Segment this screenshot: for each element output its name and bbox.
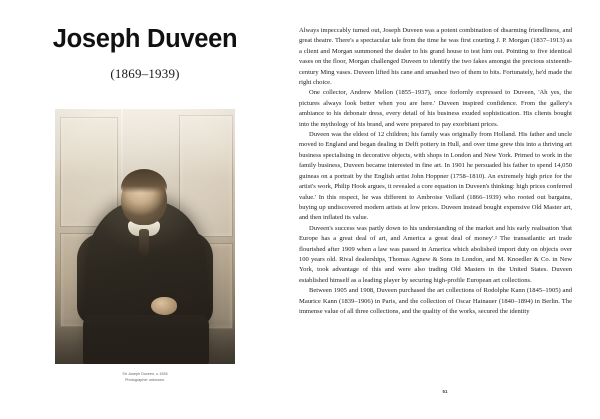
body-paragraph: Always impeccably turned out, Joseph Duveen was a potent combination of disarming friendliness, and great theatre. There's a spectacular tale from the time he was first courting J. P. Morgan (1837–1913) as a client and Morgan summoned the dealer to his grand house to test him out. Pointing to five identical vases on the floor, Morgan challenged Duveen to identify the two fakes amongst the precious sixteenth-century Ming vases. Duveen lifted his cane and smashed two of them to bits. Fortunately, he'd made the right choice. <box>299 27 572 87</box>
right-page <box>290 0 600 419</box>
body-paragraph: Duveen's success was partly down to his understanding of the market and his early realisation 'that Europe has a great deal of art, and America a great deal of money'.² The transatlantic art trade flourished after 1909 when a law was passed in America which abolished import duty on objects over 100 years old. Rival dealerships, Thomas Agnew & Sons in London, and M. Knoedler & Co. in New York, took advantage of this and were also trading Old Masters in the United States. Duveen established himself as a leading player by securing high-profile European art collections. <box>299 224 572 284</box>
body-text-column <box>299 26 572 317</box>
left-page <box>0 0 290 419</box>
photo-caption-line-1: Sir Joseph Duveen, c.1928 <box>122 372 168 376</box>
film-grain-overlay <box>55 109 235 364</box>
page-number: 51 <box>442 389 448 394</box>
body-paragraph: Duveen was the eldest of 12 children; his family was originally from Holland. His father and uncle moved to England and began dealing in Delft pottery in Hull, and over time grew this into a thriving art business specialising in decorative objects, with shops in London and New York. Primed to work in the family business, Duveen became interested in fine art. In 1901 he persuaded his father to spend 14,050 guineas on a portrait by the English artist John Hoppner (1758–1810). An extremely high price for the artist's work, Philip Hook argues, it revealed a core equation in Duveen's thinking: high prices conferred value.' In this respect, he was different to Ambroise Vollard (1866–1939) who rooted out bargains, buying up undiscovered modern artists at low prices. Duveen instead bought expensive Old Master art, and then inflated its value. <box>299 131 572 222</box>
page-title: Joseph Duveen <box>52 25 238 53</box>
body-paragraph: Between 1905 and 1908, Duveen purchased the art collections of Rodolphe Kann (1845–1905) and Maurice Kann (1839–1906) in Paris, and the collection of Oscar Hainauer (1840–1894) in Berlin. The immense value of all three collections, and the quality of the works, secured the identity <box>299 287 572 315</box>
chapter-dates: (1869–1939) <box>110 66 180 81</box>
photo-caption-line-2: Photographer unknown. <box>125 378 165 383</box>
body-paragraph: One collector, Andrew Mellon (1855–1937), once forlornly expressed to Duveen, 'Ah yes, the pictures always look better when you are here.' Duveen inspired confidence. From the gallery's ambiance to his debonair dress, every detail of his business exuded sophistication. His clients bought into the mythology of his brand, and were prepared to pay exorbitant prices. <box>299 89 572 128</box>
photo-canvas <box>55 109 235 364</box>
portrait-photograph <box>55 109 235 364</box>
photo-caption <box>55 371 235 384</box>
